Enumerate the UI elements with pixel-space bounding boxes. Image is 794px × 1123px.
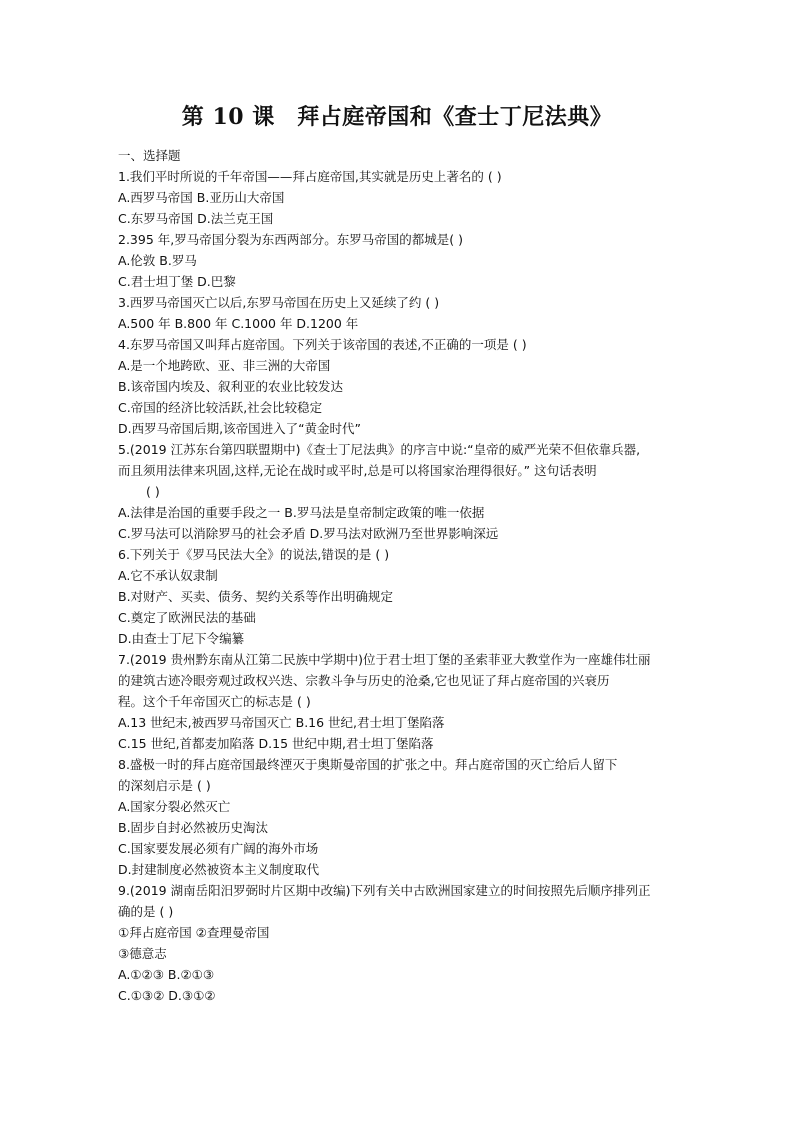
option-line: C.①③② D.③①② [118,988,216,1003]
question-8: 8.盛极一时的拜占庭帝国最终湮灭于奥斯曼帝国的扩张之中。拜占庭帝国的灭亡给后人留下 [118,757,618,772]
option-line: A.500 年 B.800 年 C.1000 年 D.1200 年 [118,316,359,331]
option-line: A.法律是治国的重要手段之一 B.罗马法是皇帝制定政策的唯一依据 [118,505,485,520]
question-8-continued: 的深刻启示是 ( ) [118,778,211,793]
option-line: A.国家分裂必然灭亡 [118,799,231,814]
option-line: A.13 世纪末,被西罗马帝国灭亡 B.16 世纪,君士坦丁堡陷落 [118,715,445,730]
item-line: ①拜占庭帝国 ②查理曼帝国 [118,925,270,940]
option-line: A.是一个地跨欧、亚、非三洲的大帝国 [118,358,331,373]
option-line: C.东罗马帝国 D.法兰克王国 [118,211,274,226]
section-heading: 一、选择题 [118,148,181,163]
question-7-continued: 的建筑古迹冷眼旁观过政权兴迭、宗教斗争与历史的沧桑,它也见证了拜占庭帝国的兴衰历 [118,673,610,688]
question-2: 2.395 年,罗马帝国分裂为东西两部分。东罗马帝国的都城是( ) [118,232,463,247]
question-9-continued: 确的是 ( ) [118,904,174,919]
option-line: C.君士坦丁堡 D.巴黎 [118,274,236,289]
page-title: 第 10 课 拜占庭帝国和《查士丁尼法典》 [181,104,613,130]
answer-blank: ( ) [146,484,160,499]
option-line: A.伦敦 B.罗马 [118,253,197,268]
option-line: D.由查士丁尼下令编纂 [118,631,245,646]
option-line: C.奠定了欧洲民法的基础 [118,610,256,625]
question-6: 6.下列关于《罗马民法大全》的说法,错误的是 ( ) [118,547,390,562]
option-line: C.罗马法可以消除罗马的社会矛盾 D.罗马法对欧洲乃至世界影响深远 [118,526,499,541]
question-7: 7.(2019 贵州黔东南从江第二民族中学期中)位于君士坦丁堡的圣索菲亚大教堂作为一座雄伟壮丽 [118,652,651,667]
option-line: D.封建制度必然被资本主义制度取代 [118,862,320,877]
option-line: A.①②③ B.②①③ [118,967,215,982]
option-line: B.对财产、买卖、债务、契约关系等作出明确规定 [118,589,394,604]
option-line: A.它不承认奴隶制 [118,568,218,583]
option-line: A.西罗马帝国 B.亚历山大帝国 [118,190,285,205]
question-7-continued: 程。这个千年帝国灭亡的标志是 ( ) [118,694,311,709]
question-9: 9.(2019 湖南岳阳汨罗弼时片区期中改编)下列有关中古欧洲国家建立的时间按照先后顺序排列正 [118,883,651,898]
question-5: 5.(2019 江苏东台第四联盟期中)《查士丁尼法典》的序言中说:“皇帝的威严光荣不但依靠兵器, [118,442,641,457]
option-line: B.固步自封必然被历史淘汰 [118,820,269,835]
option-line: C.国家要发展必须有广阔的海外市场 [118,841,319,856]
question-3: 3.西罗马帝国灭亡以后,东罗马帝国在历史上又延续了约 ( ) [118,295,440,310]
option-line: B.该帝国内埃及、叙利亚的农业比较发达 [118,379,344,394]
question-list [118,145,678,1006]
question-4: 4.东罗马帝国又叫拜占庭帝国。下列关于该帝国的表述,不正确的一项是 ( ) [118,337,527,352]
item-line: ③德意志 [118,946,167,961]
question-5-continued: 而且须用法律来巩固,这样,无论在战时或平时,总是可以将国家治理得很好。” 这句话表明 [118,463,597,478]
option-line: C.15 世纪,首都麦加陷落 D.15 世纪中期,君士坦丁堡陷落 [118,736,434,751]
question-1: 1.我们平时所说的千年帝国——拜占庭帝国,其实就是历史上著名的 ( ) [118,169,502,184]
option-line: C.帝国的经济比较活跃,社会比较稳定 [118,400,323,415]
option-line: D.西罗马帝国后期,该帝国进入了“黄金时代” [118,421,362,436]
